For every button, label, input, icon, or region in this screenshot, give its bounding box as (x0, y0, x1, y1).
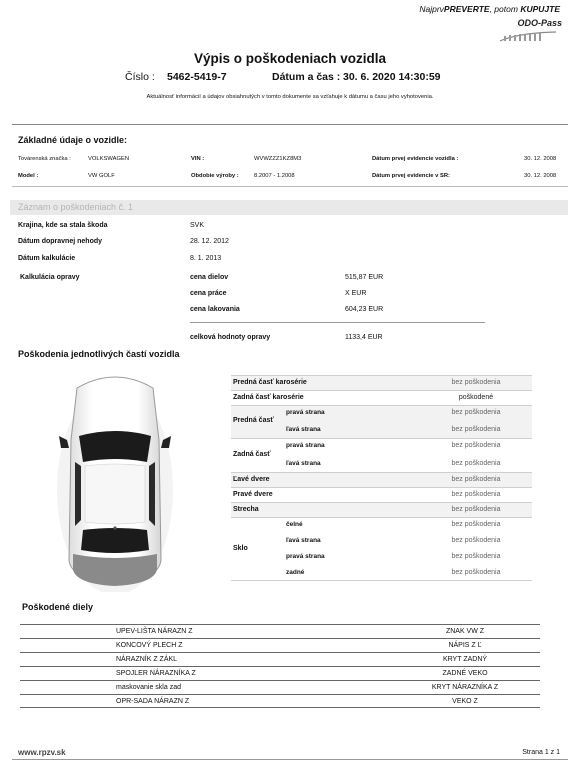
footer-divider (12, 759, 568, 760)
calc-date-value: 8. 1. 2013 (190, 255, 222, 262)
damaged-part-right: ZADNÉ VEKO (442, 670, 488, 677)
damaged-part-right: NÁPIS Z Ľ (448, 642, 482, 649)
table-row (20, 624, 540, 638)
part-sublabel: ľavá strana (286, 537, 321, 544)
part-state: bez poškodenia (451, 491, 501, 498)
part-state: bez poškodenia (451, 506, 501, 513)
znacka-value: VOLKSWAGEN (88, 156, 130, 162)
country-label: Krajina, kde sa stala škoda (18, 222, 108, 229)
first-registration-label: Dátum prvej evidencie vozidla : (372, 156, 459, 162)
logo-swoosh-icon (498, 31, 558, 42)
table-row (20, 652, 540, 666)
cislo-value: 5462-5419-7 (167, 71, 227, 83)
damaged-parts-title: Poškodené diely (22, 602, 94, 612)
part-state: poškodené (458, 394, 494, 401)
cislo-label: Číslo : (125, 71, 155, 83)
table-row (231, 375, 532, 390)
part-label: Ľavé dvere (233, 476, 270, 483)
record-band (10, 200, 568, 215)
slogan (419, 4, 560, 14)
calc-date-label: Dátum kalkulácie (18, 255, 76, 262)
damaged-part-left: OPR-SADA NÁRAZN Z (116, 698, 190, 705)
part-label: Pravé dvere (233, 491, 273, 498)
damaged-part-left: maskovanie skla zad (116, 684, 181, 691)
part-label: Strecha (233, 506, 259, 513)
part-label: Sklo (233, 545, 248, 552)
part-state: bez poškodenia (451, 426, 501, 433)
table-row (20, 666, 540, 680)
total-value: 1133,4 EUR (345, 334, 383, 341)
part-state: bez poškodenia (451, 476, 501, 483)
table-row (20, 694, 540, 708)
sum-divider (190, 322, 485, 323)
part-state: bez poškodenia (451, 460, 501, 467)
vin-label: VIN : (191, 156, 205, 162)
slogan-preverte: PREVERTE (443, 4, 490, 14)
table-row (231, 472, 532, 487)
model-label: Model : (18, 173, 39, 179)
part-sublabel: ľavá strana (286, 426, 321, 433)
parts-price-value: 515,87 EUR (345, 274, 384, 281)
table-row (231, 405, 532, 438)
slogan-mid: , potom (489, 4, 518, 14)
part-sublabel: pravá strana (286, 553, 325, 560)
parts-title: Poškodenia jednotlivých častí vozidla (18, 349, 180, 359)
datum-value: 30. 6. 2020 14:30:59 (343, 71, 441, 83)
first-registration-value: 30. 12. 2008 (524, 156, 557, 162)
calc-label: Kalkulácia opravy (20, 274, 80, 281)
part-label: Zadná časť (233, 451, 271, 458)
damaged-part-right: KRYT ZADNÝ (442, 656, 488, 663)
slogan-pre: Najprv (419, 4, 444, 14)
part-label: Predná časť (233, 417, 274, 424)
part-sublabel: pravá strana (286, 442, 325, 449)
first-registration-sr-label: Dátum prvej evidencie v SR: (372, 173, 450, 179)
divider (12, 124, 568, 125)
paint-price-label: cena lakovania (190, 306, 240, 313)
part-state: bez poškodenia (451, 409, 501, 416)
part-state: bez poškodenia (451, 521, 501, 528)
table-row (20, 680, 540, 694)
table-row (231, 502, 532, 517)
accident-date-value: 28. 12. 2012 (190, 238, 229, 245)
part-label: Zadná časť karosérie (233, 394, 304, 401)
disclaimer-note: Aktuálnosť informácií a údajov obsiahnutých v tomto dokumente sa vzťahuje k dátumu a času jeho vyhotovenia. (146, 94, 434, 100)
damaged-part-left: NÁRAZNÍK Z ZÁKL (116, 656, 178, 663)
basic-info-title: Základné údaje o vozidle: (18, 135, 128, 145)
table-row (231, 487, 532, 502)
part-label: Predná časť karosérie (233, 379, 307, 386)
table-row (231, 438, 532, 472)
part-sublabel: ľavá strana (286, 460, 321, 467)
table-row (231, 390, 532, 405)
accident-date-label: Dátum dopravnej nehody (18, 238, 103, 245)
damaged-part-left: KONCOVÝ PLECH Z (116, 642, 183, 649)
table-row (231, 517, 532, 581)
footer-url-link[interactable]: www.rpzv.sk (18, 748, 66, 757)
paint-price-value: 604,23 EUR (345, 306, 384, 313)
page-number: Strana 1 z 1 (522, 749, 560, 756)
parts-price-label: cena dielov (190, 274, 229, 281)
part-state: bez poškodenia (451, 537, 501, 544)
production-period-label: Obdobie výroby : (191, 173, 239, 179)
record-title: Záznam o poškodeniach č. 1 (18, 202, 134, 212)
part-sublabel: zadné (286, 569, 305, 576)
damaged-part-right: ZNAK VW Z (445, 628, 485, 635)
logo-text: ODO-Pass (517, 18, 562, 28)
car-diagram (55, 370, 175, 592)
first-registration-sr-value: 30. 12. 2008 (524, 173, 557, 179)
odo-pass-logo (490, 18, 562, 44)
damaged-part-left: SPOJLER NÁRAZNÍKA Z (116, 670, 196, 677)
country-value: SVK (190, 222, 205, 229)
divider (12, 186, 568, 187)
table-row (20, 638, 540, 652)
vin-value: WVWZZZ1KZ8M3 (254, 156, 302, 162)
datum-label: Dátum a čas : (272, 71, 341, 83)
production-period-value: 8.2007 - 1.2008 (254, 173, 295, 179)
total-label: celková hodnoty opravy (190, 334, 271, 341)
part-state: bez poškodenia (451, 569, 501, 576)
part-state: bez poškodenia (451, 379, 501, 386)
slogan-kupujte: KUPUJTE (520, 4, 560, 14)
part-sublabel: čelné (286, 521, 303, 528)
znacka-label: Továrenská značka : (18, 156, 71, 162)
damaged-part-right: KRYT NÁRAZNÍKA Z (431, 684, 499, 691)
labor-price-label: cena práce (190, 290, 227, 297)
damaged-part-right: VEKO Z (452, 698, 478, 705)
damaged-part-left: UPEV-LIŠTA NÁRAZN Z (116, 628, 193, 635)
page-title: Výpis o poškodeniach vozidla (193, 51, 387, 66)
part-state: bez poškodenia (451, 442, 501, 449)
part-state: bez poškodenia (451, 553, 501, 560)
labor-price-value: X EUR (345, 290, 367, 297)
model-value: VW GOLF (88, 173, 115, 179)
part-sublabel: pravá strana (286, 409, 325, 416)
